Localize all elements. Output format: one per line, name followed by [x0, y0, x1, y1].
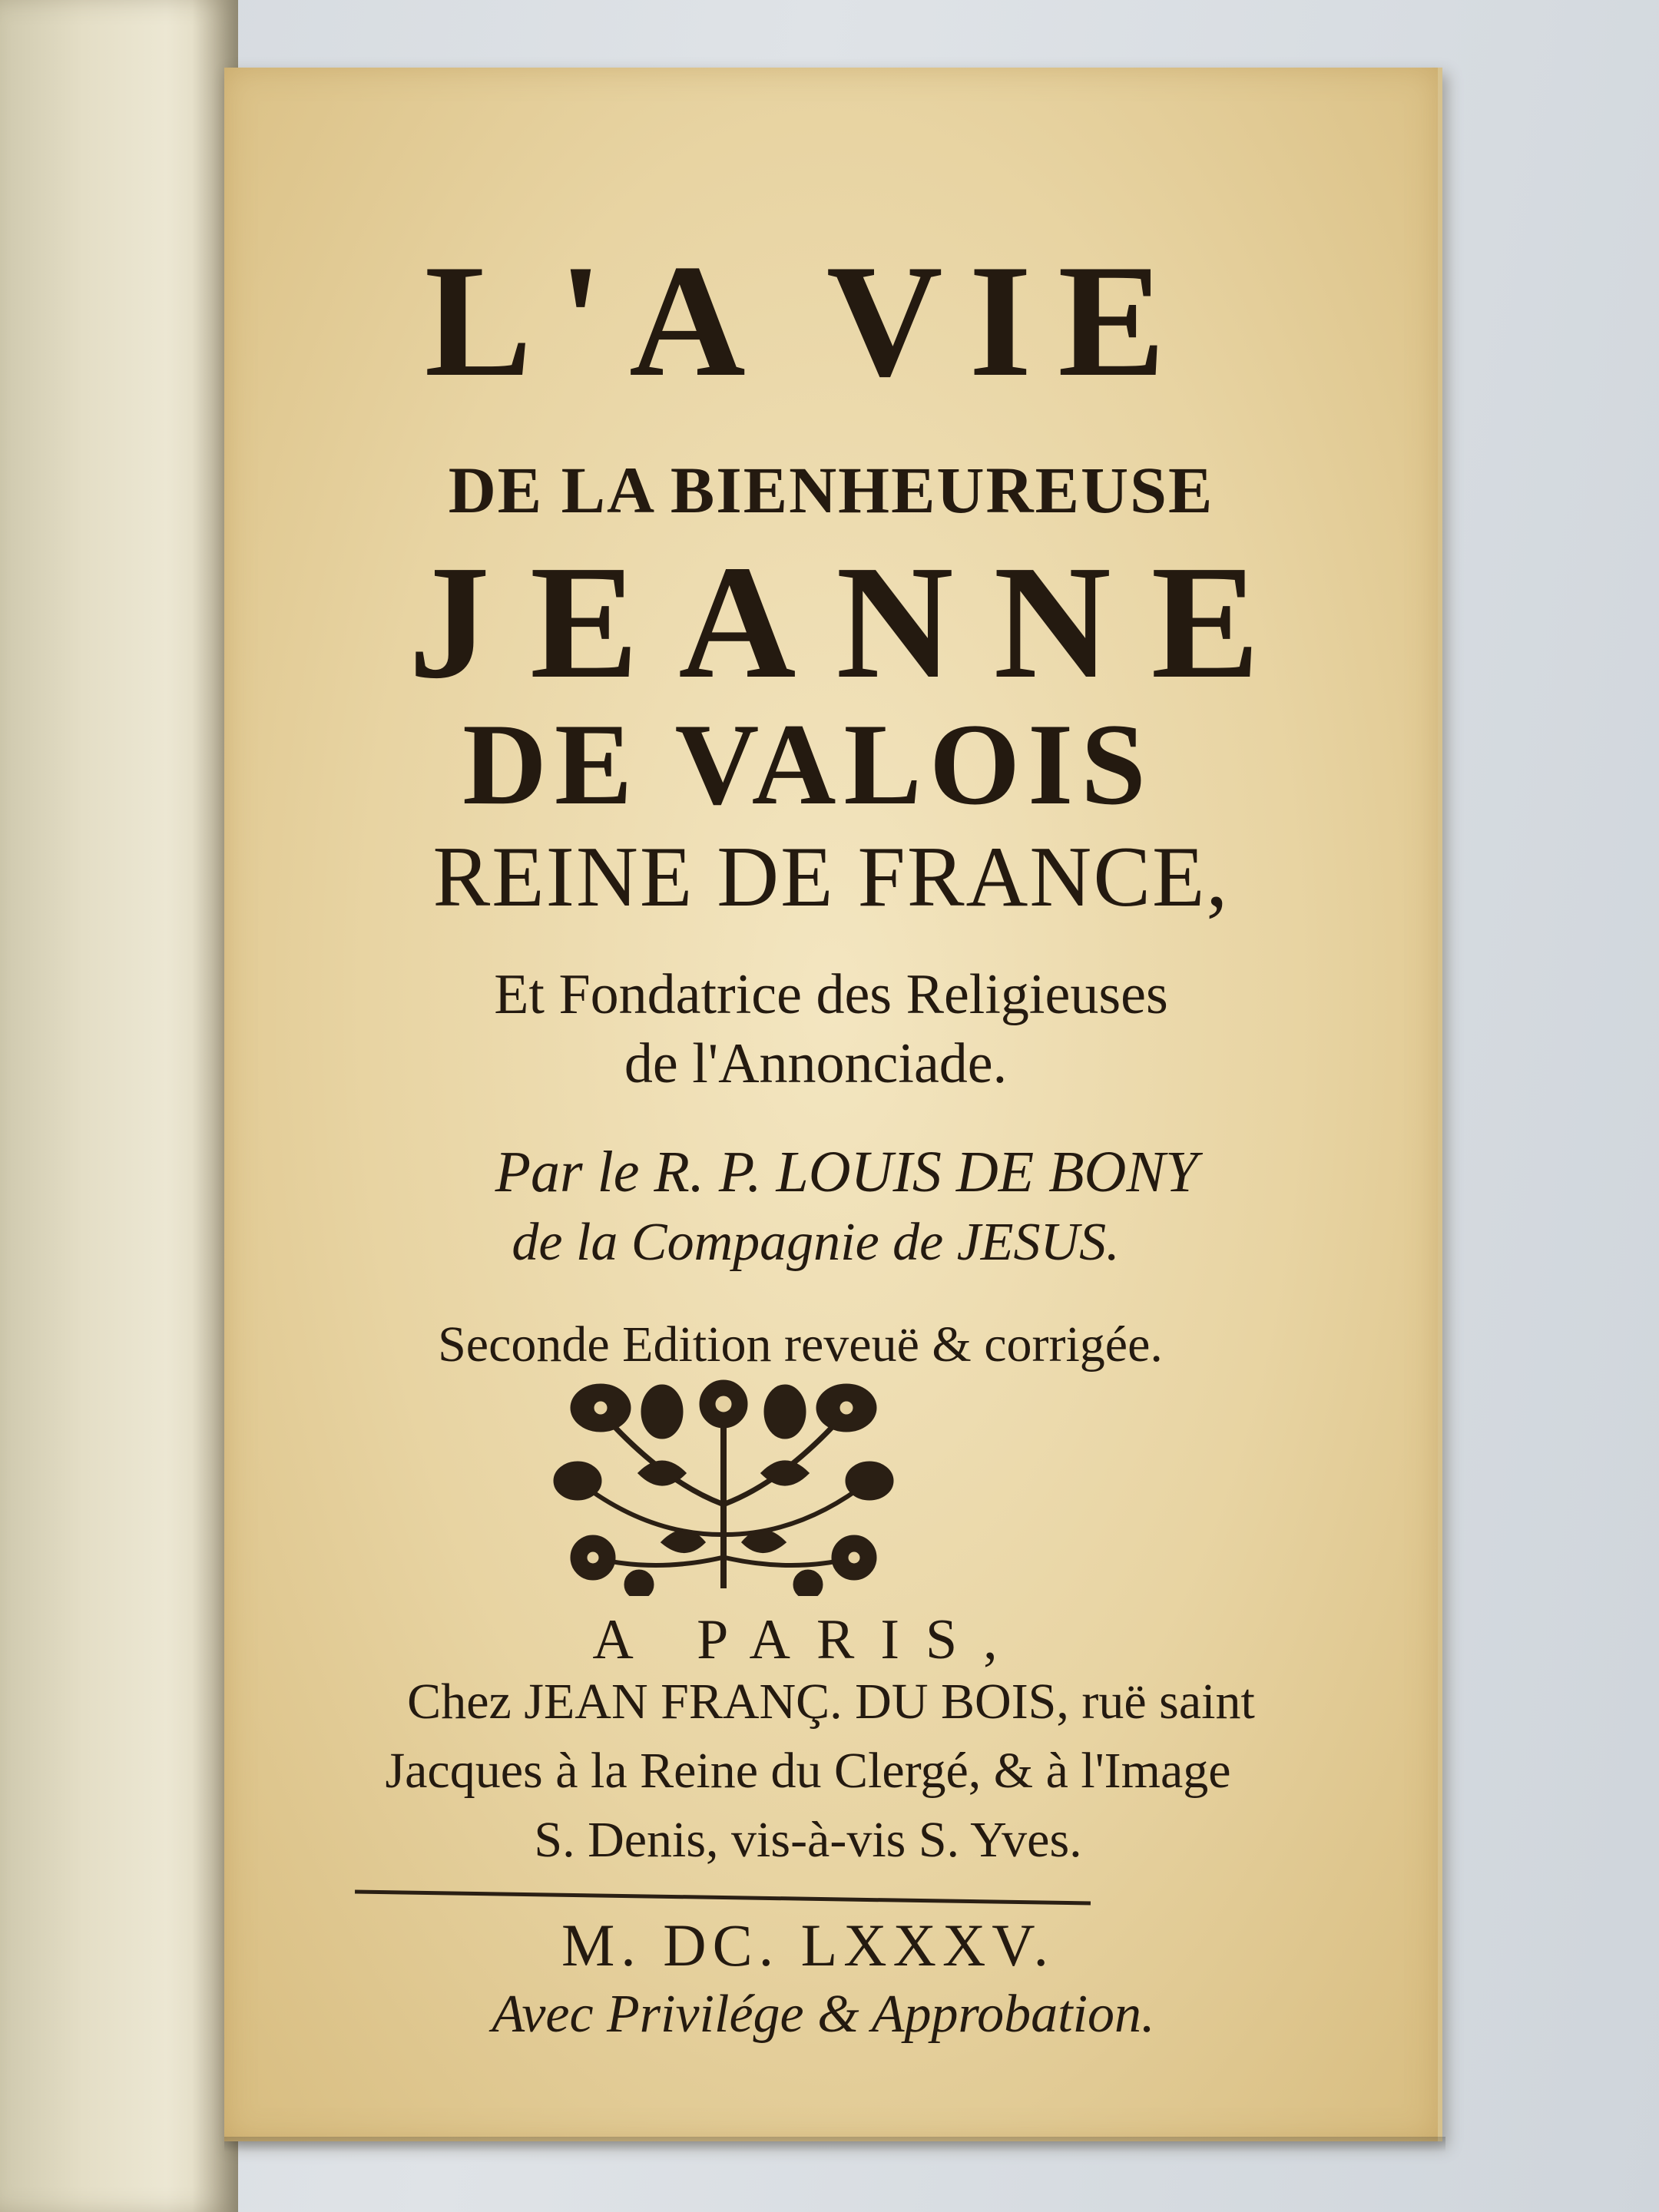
title-page: [224, 68, 1442, 2141]
imprint-place: A PARIS,: [592, 1608, 1024, 1671]
book-title: L'A VIE: [424, 232, 1192, 410]
imprint-publisher-line-3: S. Denis, vis-à-vis S. Yves.: [534, 1812, 1082, 1868]
imprint-publisher-line-2: Jacques à la Reine du Clergé, & à l'Image: [385, 1743, 1231, 1799]
subject-name-house: DE VALOIS: [462, 700, 1154, 829]
book-subtitle: DE LA BIENHEUREUSE: [448, 453, 1214, 527]
edition-statement: Seconde Edition reveuë & corrigée.: [438, 1316, 1163, 1373]
foundress-line-1: Et Fondatrice des Religieuses: [494, 963, 1168, 1026]
subject-name-first: JEANNE: [408, 531, 1300, 712]
imprint-rule: [355, 1889, 1091, 1905]
floral-ornament-icon: [547, 1366, 900, 1596]
privilege-statement: Avec Privilége & Approbation.: [492, 1985, 1155, 2044]
imprint-publisher-line-1: Chez JEAN FRANÇ. DU BOIS, ruë saint: [407, 1674, 1255, 1730]
author-line-2: de la Compagnie de JESUS.: [512, 1213, 1120, 1272]
foundress-line-2: de l'Annonciade.: [624, 1032, 1008, 1095]
subject-role: REINE DE FRANCE,: [432, 830, 1230, 925]
author-line-1: Par le R. P. LOUIS DE BONY: [495, 1140, 1198, 1204]
page-bottom-shadow: [224, 2137, 1445, 2152]
publication-year: M. DC. LXXXV.: [561, 1912, 1055, 1979]
